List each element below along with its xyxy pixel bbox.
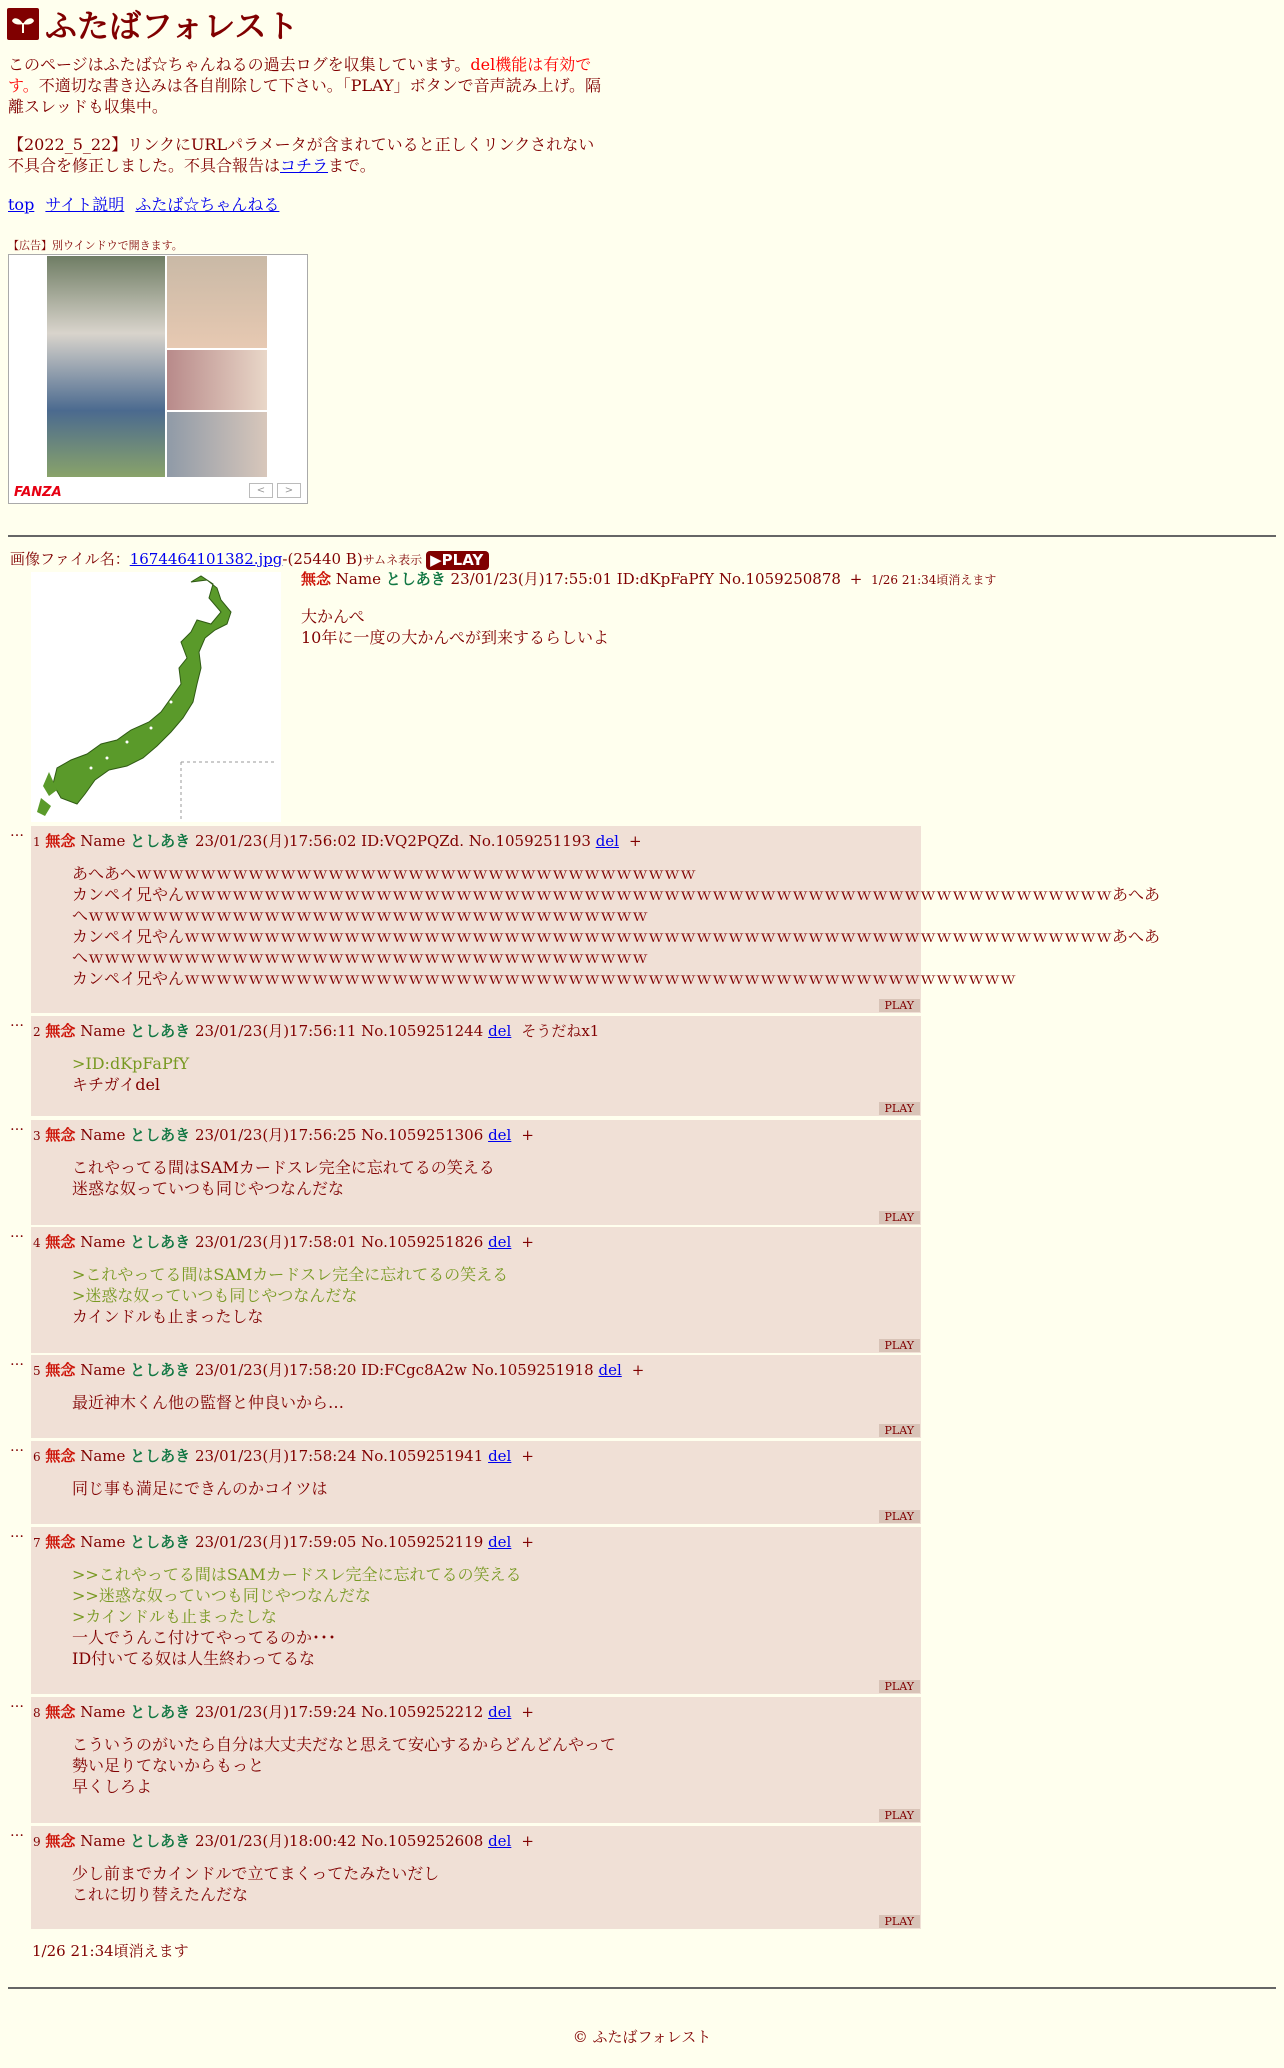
reply-extra-button[interactable]: +: [628, 832, 642, 850]
reply-header: [33, 1701, 534, 1722]
reply-play-button[interactable]: PLAY: [879, 1915, 920, 1928]
reply-subject: 無念: [45, 1832, 76, 1850]
intro-part-2: 不適切な書き込みは各自削除して下さい。「PLAY」ボタンで音声読み上げ。隔離スレッドも収集中。: [8, 76, 601, 116]
divider-top: [8, 535, 1276, 537]
reply-play-button[interactable]: PLAY: [879, 1680, 920, 1693]
reply-body-line: 迷惑な奴っていつも同じやつなんだな: [72, 1179, 345, 1198]
reply-name-label: Name: [80, 1361, 126, 1379]
reply-dots: …: [10, 1525, 24, 1541]
reply-header: [33, 1445, 534, 1466]
op-datetime: 23/01/23(月)17:55:01 ID:dKpFaPfY No.1059250878: [450, 570, 841, 588]
reply-name-label: Name: [80, 1233, 126, 1251]
reply-name: としあき: [130, 1126, 191, 1144]
reply-header: [33, 1124, 534, 1145]
reply-dots: …: [10, 1439, 24, 1455]
reply-extra-button[interactable]: +: [521, 1447, 534, 1465]
reply-extra-button[interactable]: +: [521, 1832, 534, 1850]
file-size: -(25440 B): [282, 550, 363, 568]
bugfix-notice: [8, 134, 608, 176]
reply-body-line: 勢い足りてないからもっと: [72, 1756, 265, 1775]
intro-del-notice: del機能は有効です。: [8, 55, 592, 95]
reply-quote-line: >>迷惑な奴っていつも同じやつなんだな: [72, 1586, 371, 1605]
chevron-left-icon[interactable]: <: [249, 483, 273, 498]
reply-body-line: カンペイ兄やんｗｗｗｗｗｗｗｗｗｗｗｗｗｗｗｗｗｗｗｗｗｗｗｗｗｗｗｗｗｗｗｗｗｗｗｗｗｗｗｗｗｗｗｗｗｗｗｗｗｗｗｗ: [72, 969, 1017, 988]
reply-body-line: これやってる間はSAMカードスレ完全に忘れてるの笑える: [72, 1158, 495, 1177]
reply-number: 5: [33, 1364, 41, 1378]
reply-post: [31, 1697, 921, 1823]
reply-number: 4: [33, 1236, 41, 1250]
reply-dots: …: [10, 824, 24, 840]
reply-post: [31, 1826, 921, 1929]
reply-quote-line: >ID:dKpFaPfY: [72, 1054, 190, 1073]
reply-quote-line: >>これやってる間はSAMカードスレ完全に忘れてるの笑える: [72, 1565, 522, 1584]
op-body: [301, 606, 609, 648]
reply-dots: …: [10, 1695, 24, 1711]
ad-image-main[interactable]: [47, 256, 165, 477]
op-play-button[interactable]: [426, 551, 489, 570]
reply-body-line: キチガイdel: [72, 1075, 161, 1094]
reply-name-label: Name: [80, 1447, 126, 1465]
reply-body-line: へｗｗｗｗｗｗｗｗｗｗｗｗｗｗｗｗｗｗｗｗｗｗｗｗｗｗｗｗｗｗｗｗｗｗｗ: [72, 906, 649, 925]
reply-name-label: Name: [80, 1126, 126, 1144]
reply-del-link[interactable]: del: [595, 832, 619, 850]
reply-meta: 23/01/23(月)17:59:24 No.1059252212: [194, 1703, 484, 1721]
reply-post: [31, 1016, 921, 1116]
reply-meta: 23/01/23(月)17:56:25 No.1059251306: [194, 1126, 484, 1144]
reply-del-link[interactable]: del: [488, 1022, 512, 1040]
reply-meta: 23/01/23(月)18:00:42 No.1059252608: [194, 1832, 484, 1850]
site-header: [7, 4, 298, 44]
reply-subject: 無念: [45, 1361, 76, 1379]
reply-header: [33, 1020, 599, 1041]
reply-play-button[interactable]: PLAY: [879, 1339, 920, 1352]
reply-name: としあき: [130, 1533, 191, 1551]
play-triangle-icon: ▶: [430, 550, 442, 569]
reply-body-line: カインドルも止まったしな: [72, 1307, 264, 1326]
reply-dots: …: [10, 1353, 24, 1369]
reply-body-line: カンペイ兄やんｗｗｗｗｗｗｗｗｗｗｗｗｗｗｗｗｗｗｗｗｗｗｗｗｗｗｗｗｗｗｗｗｗｗｗｗｗｗｗｗｗｗｗｗｗｗｗｗｗｗｗｗｗｗｗｗｗｗあへあ: [72, 885, 1161, 904]
reply-dots: …: [10, 1225, 24, 1241]
reply-play-button[interactable]: PLAY: [879, 1424, 920, 1437]
reply-extra-button[interactable]: +: [521, 1233, 534, 1251]
reply-post: [31, 1120, 921, 1225]
reply-number: 3: [33, 1129, 41, 1143]
reply-play-button[interactable]: PLAY: [879, 1510, 920, 1523]
reply-del-link[interactable]: del: [598, 1361, 622, 1379]
reply-post: [31, 1441, 921, 1524]
reply-body: [72, 1392, 344, 1413]
reply-dots: …: [10, 1014, 24, 1030]
reply-body-line: ID付いてる奴は人生終わってるな: [72, 1649, 315, 1668]
reply-body: [72, 1863, 439, 1905]
op-subject: 無念: [301, 570, 332, 588]
reply-header: [33, 1231, 534, 1252]
op-plus-button[interactable]: +: [849, 570, 863, 588]
reply-extra-button[interactable]: +: [521, 1703, 534, 1721]
reply-body-line: これに切り替えたんだな: [72, 1885, 249, 1904]
reply-play-button[interactable]: PLAY: [879, 1102, 920, 1115]
op-file-link[interactable]: 1674464101382.jpg: [129, 550, 283, 568]
reply-number: 6: [33, 1450, 41, 1464]
reply-body-line: こういうのがいたら自分は大丈夫だなと思えて安心するからどんどんやって: [72, 1735, 617, 1754]
copyright: © ふたばフォレスト: [572, 2028, 712, 2046]
reply-del-link[interactable]: del: [488, 1832, 512, 1850]
reply-quote-line: >迷惑な奴っていつも同じやつなんだな: [72, 1286, 358, 1305]
reply-post: [31, 1527, 921, 1694]
reply-name: としあき: [130, 1233, 191, 1251]
notice-end: まで。: [328, 156, 376, 175]
reply-meta: 23/01/23(月)17:58:20 ID:FCgc8A2w No.1059251918: [194, 1361, 594, 1379]
op-play-label: PLAY: [441, 550, 484, 569]
site-title: ふたばフォレスト: [45, 7, 299, 45]
reply-body: [72, 1734, 616, 1797]
reply-play-button[interactable]: PLAY: [879, 1809, 920, 1822]
reply-number: 9: [33, 1835, 41, 1849]
reply-body: [72, 1157, 495, 1199]
nav-about-link[interactable]: サイト説明: [45, 195, 125, 214]
reply-name: としあき: [130, 832, 191, 850]
reply-body-line: あへあへｗｗｗｗｗｗｗｗｗｗｗｗｗｗｗｗｗｗｗｗｗｗｗｗｗｗｗｗｗｗｗｗｗｗｗ: [72, 864, 697, 883]
reply-subject: 無念: [45, 1126, 76, 1144]
file-label: 画像ファイル名：: [10, 550, 130, 568]
reply-body-line: 同じ事も満足にできんのかコイツは: [72, 1479, 328, 1498]
reply-body: [72, 1053, 189, 1095]
reply-header: [33, 1830, 534, 1851]
reply-number: 7: [33, 1536, 41, 1550]
reply-header: [33, 830, 642, 851]
reply-name-label: Name: [80, 1022, 126, 1040]
reply-body: [72, 863, 1160, 989]
ad-image-middle[interactable]: [167, 350, 267, 410]
reply-subject: 無念: [45, 832, 76, 850]
reply-number: 8: [33, 1706, 41, 1720]
reply-name: としあき: [130, 1361, 191, 1379]
intro-part-1: このページはふたば☆ちゃんねるの過去ログを収集しています。: [8, 55, 471, 74]
nav-links: [8, 192, 285, 215]
reply-subject: 無念: [45, 1533, 76, 1551]
reply-header: [33, 1359, 644, 1380]
reply-body-line: 最近神木くん他の監督と仲良いから…: [72, 1393, 345, 1412]
leaf-logo-icon: [7, 8, 39, 40]
reply-body-line: 早くしろよ: [72, 1777, 153, 1796]
reply-extra-button[interactable]: +: [631, 1361, 645, 1379]
reply-header: [33, 1531, 534, 1552]
reply-subject: 無念: [45, 1447, 76, 1465]
nav-top-link[interactable]: top: [8, 195, 35, 214]
reply-name: としあき: [130, 1022, 191, 1040]
reply-subject: 無念: [45, 1233, 76, 1251]
chevron-right-icon[interactable]: >: [277, 483, 301, 498]
reply-extra-button[interactable]: +: [521, 1126, 534, 1144]
notice-text: 【2022_5_22】リンクにURLパラメータが含まれていると正しくリンクされない不具合を修正しました。不具合報告は: [8, 135, 595, 175]
reply-meta: 23/01/23(月)17:58:01 No.1059251826: [194, 1233, 484, 1251]
ad-image-bottom[interactable]: [167, 412, 267, 477]
reply-post: [31, 1227, 921, 1353]
nav-futaba-link[interactable]: ふたば☆ちゃんねる: [135, 195, 280, 214]
ad-banner[interactable]: [8, 254, 308, 504]
reply-name: としあき: [130, 1832, 191, 1850]
op-body-line: 10年に一度の大かんぺが到来するらしいよ: [301, 628, 610, 647]
reply-del-link[interactable]: del: [488, 1533, 512, 1551]
reply-name-label: Name: [80, 1533, 126, 1551]
thread-expire: 1/26 21:34頃消えます: [32, 1942, 189, 1960]
reply-name-label: Name: [80, 1703, 126, 1721]
reply-play-button[interactable]: PLAY: [879, 1211, 920, 1224]
reply-del-link[interactable]: del: [488, 1703, 512, 1721]
op-expire: 1/26 21:34頃消えます: [871, 573, 997, 587]
op-thumbnail[interactable]: [31, 572, 281, 822]
reply-subject: 無念: [45, 1703, 76, 1721]
reply-meta: 23/01/23(月)17:56:11 No.1059251244: [194, 1022, 484, 1040]
reply-subject: 無念: [45, 1022, 76, 1040]
reply-meta: 23/01/23(月)17:56:02 ID:VQ2PQZd. No.1059251193: [194, 832, 591, 850]
reply-body-line: へｗｗｗｗｗｗｗｗｗｗｗｗｗｗｗｗｗｗｗｗｗｗｗｗｗｗｗｗｗｗｗｗｗｗｗ: [72, 948, 649, 967]
divider-bottom: [8, 1987, 1276, 1989]
reply-post: [31, 1355, 921, 1438]
reply-play-button[interactable]: PLAY: [879, 999, 920, 1012]
reply-del-link[interactable]: del: [488, 1447, 512, 1465]
reply-name-label: Name: [80, 832, 126, 850]
reply-body: [72, 1564, 522, 1669]
reply-number: 2: [33, 1025, 41, 1039]
reply-dots: …: [10, 1824, 24, 1840]
ad-label: 【広告】別ウインドウで開きます。: [8, 239, 183, 252]
op-file-info: [10, 548, 489, 570]
reply-body: [72, 1264, 508, 1327]
thumb-note: サムネ表示: [362, 553, 423, 567]
reply-body-line: カンペイ兄やんｗｗｗｗｗｗｗｗｗｗｗｗｗｗｗｗｗｗｗｗｗｗｗｗｗｗｗｗｗｗｗｗｗｗｗｗｗｗｗｗｗｗｗｗｗｗｗｗｗｗｗｗｗｗｗｗｗｗあへあ: [72, 927, 1161, 946]
ad-brand-logo: FANZA: [14, 485, 62, 500]
reply-meta: 23/01/23(月)17:58:24 No.1059251941: [194, 1447, 484, 1465]
reply-body-line: 少し前までカインドルで立てまくってたみたいだし: [72, 1864, 440, 1883]
reply-extra-button[interactable]: そうだねx1: [521, 1022, 600, 1040]
reply-del-link[interactable]: del: [488, 1126, 512, 1144]
reply-body: [72, 1478, 328, 1499]
reply-quote-line: >これやってる間はSAMカードスレ完全に忘れてるの笑える: [72, 1265, 509, 1284]
reply-del-link[interactable]: del: [488, 1233, 512, 1251]
intro-text: [8, 54, 608, 117]
reply-name-label: Name: [80, 1832, 126, 1850]
reply-dots: …: [10, 1118, 24, 1134]
reply-name: としあき: [130, 1703, 191, 1721]
reply-name: としあき: [130, 1447, 191, 1465]
op-name-label: Name: [335, 570, 381, 588]
reply-number: 1: [33, 835, 41, 849]
op-name: としあき: [385, 570, 446, 588]
ad-image-top[interactable]: [167, 256, 267, 348]
reply-post: [31, 826, 1161, 1013]
reply-quote-line: >カインドルも止まったしな: [72, 1607, 277, 1626]
report-link[interactable]: コチラ: [280, 156, 329, 175]
reply-meta: 23/01/23(月)17:59:05 No.1059252119: [194, 1533, 484, 1551]
reply-body-line: 一人でうんこ付けてやってるのか･･･: [72, 1628, 337, 1647]
op-body-line: 大かんぺ: [301, 607, 365, 626]
reply-extra-button[interactable]: +: [521, 1533, 534, 1551]
op-header: [301, 568, 996, 589]
